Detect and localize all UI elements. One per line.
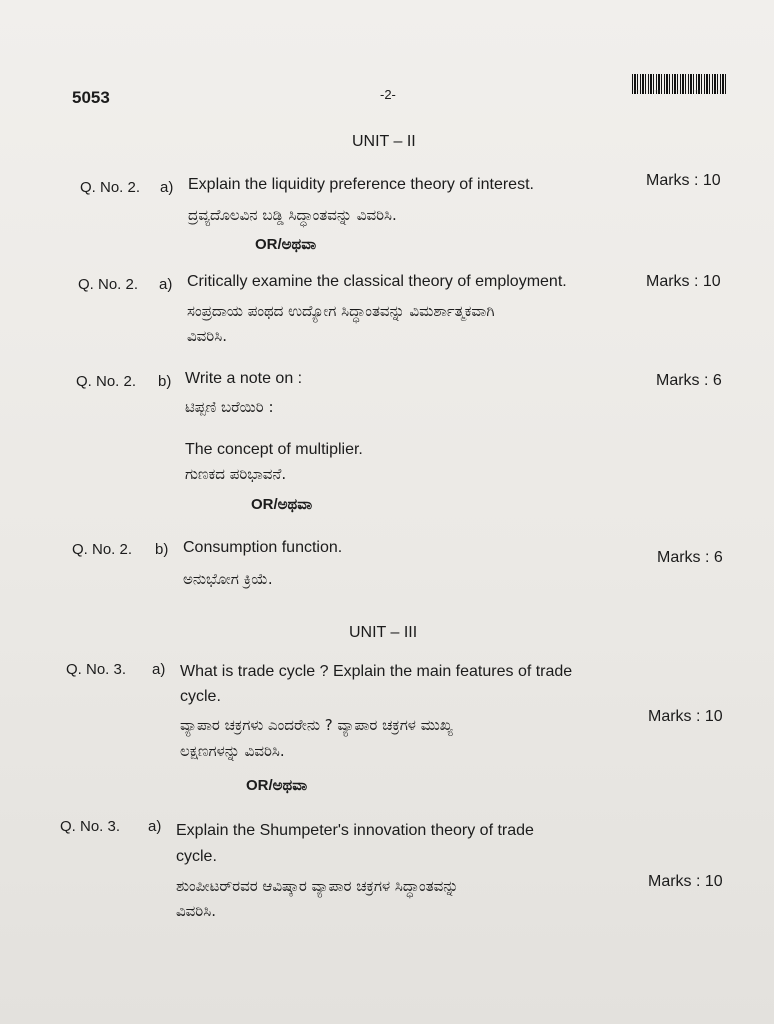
question-sub: a)	[159, 276, 173, 293]
question-text: cycle.	[180, 688, 221, 705]
question-marks: Marks : 10	[648, 873, 723, 890]
page-number: -2-	[380, 87, 396, 102]
or-divider: OR/ಅಥವಾ	[246, 777, 308, 794]
question-marks: Marks : 6	[656, 372, 722, 389]
question-text-kannada: ವಿವರಿಸಿ.	[176, 902, 216, 920]
question-text: cycle.	[176, 848, 217, 865]
barcode	[632, 74, 728, 94]
question-sub: b)	[158, 373, 172, 390]
unit-3-title: UNIT – III	[349, 624, 418, 641]
question-text: Explain the liquidity preference theory of interest.	[188, 176, 534, 193]
or-divider: OR/ಅಥವಾ	[251, 496, 313, 513]
question-text-kannada: ಶುಂಪೀಟರ್‌ರವರ ಆವಿಷ್ಕಾರ ವ್ಯಾಪಾರ ಚಕ್ರಗಳ ಸಿದ್ಧಾಂತವನ್ನು	[176, 877, 459, 895]
question-label: Q. No. 2.	[72, 541, 133, 558]
question-label: Q. No. 2.	[80, 179, 141, 196]
question-text-kannada: ವಿವರಿಸಿ.	[187, 327, 227, 345]
question-text: Explain the Shumpeter's innovation theory of trade	[176, 822, 534, 839]
question-text-kannada: ವ್ಯಾಪಾರ ಚಕ್ರಗಳು ಎಂದರೇನು ? ವ್ಯಾಪಾರ ಚಕ್ರಗಳ ಮುಖ್ಯ	[180, 716, 453, 734]
question-sub: b)	[155, 541, 169, 558]
question-marks: Marks : 10	[648, 708, 723, 725]
question-text: Consumption function.	[183, 539, 343, 556]
question-label: Q. No. 3.	[60, 818, 121, 835]
question-text-kannada: ಸಂಪ್ರದಾಯ ಪಂಥದ ಉದ್ಯೋಗ ಸಿದ್ಧಾಂತವನ್ನು ವಿಮರ್ಶಾತ್ಮಕವಾಗಿ	[187, 302, 495, 320]
or-divider: OR/ಅಥವಾ	[255, 236, 317, 253]
note-topic-kannada: ಗುಣಕದ ಪರಿಭಾವನೆ.	[185, 465, 287, 483]
unit-2-title: UNIT – II	[352, 133, 416, 150]
question-text-kannada: ಅನುಭೋಗ ಕ್ರಿಯೆ.	[183, 570, 273, 588]
question-sub: a)	[148, 818, 162, 835]
question-text: Write a note on :	[185, 370, 303, 387]
question-label: Q. No. 2.	[76, 373, 137, 390]
question-text: What is trade cycle ? Explain the main features of trade	[180, 663, 573, 680]
question-text: Critically examine the classical theory of employment.	[187, 273, 567, 290]
question-marks: Marks : 10	[646, 273, 721, 290]
paper-code: 5053	[72, 88, 110, 107]
question-marks: Marks : 6	[657, 549, 723, 566]
note-topic: The concept of multiplier.	[185, 441, 363, 458]
question-text-kannada: ದ್ರವ್ಯದೊಲವಿನ ಬಡ್ಡಿ ಸಿದ್ಧಾಂತವನ್ನು ವಿವರಿಸಿ.	[188, 206, 397, 224]
question-sub: a)	[160, 179, 174, 196]
question-sub: a)	[152, 661, 166, 678]
question-text-kannada: ಲಕ್ಷಣಗಳನ್ನು ವಿವರಿಸಿ.	[180, 742, 285, 760]
question-label: Q. No. 3.	[66, 661, 127, 678]
question-text-kannada: ಟಿಪ್ಪಣಿ ಬರೆಯಿರಿ :	[185, 398, 274, 416]
question-label: Q. No. 2.	[78, 276, 139, 293]
question-marks: Marks : 10	[646, 172, 721, 189]
